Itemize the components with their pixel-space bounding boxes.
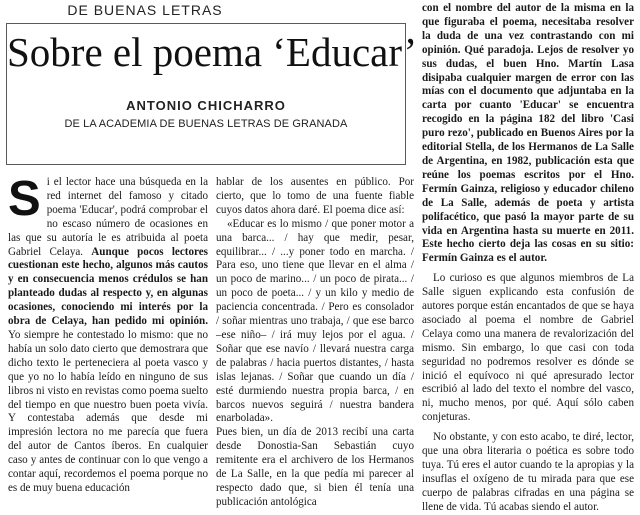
headline-box <box>6 23 418 165</box>
article-column-3 <box>422 2 634 513</box>
paragraph <box>8 172 208 496</box>
paragraph-text-bold: Aunque pocos lectores cuestionan este hecho, algunos más cautos y en consecuencia menos crédulos se han planteado dudas al respecto y, en algunas ocasiones, conociendo mi interés por la obra de Celaya, han pedido mi opinión. <box>8 245 208 328</box>
paragraph: No obstante, y con esto acabo, te diré, lector, que una obra literaria o poética es sobre todo tuya. Tú eres el autor cuando te la apropias y la insuflas el oxígeno de tu mirada para que ese cuerpo de palabras cifradas en una página se llene de vida. Tú acabas siendo el autor. <box>422 431 634 513</box>
paragraph-text: i el lector hace una búsqueda en la red internet del famoso y citado poema 'Educar', podrá comprobar el no escaso número de ocasiones en las que su autoría le es atribuida al poeta Gabriel Celaya. <box>8 176 208 258</box>
paragraph: Pues bien, un día de 2013 recibí una carta desde Donostia-San Sebastián cuyo remitente era el archivero de los Hermanos de La Salle, en la que pedía mi parecer al respecto dado que, si bien él tenía una publicación antológica <box>216 426 414 508</box>
paragraph: con el nombre del autor de la misma en la que figuraba el poema, necesitaba resolver la duda de una vez contrastando con mi opinión. Qué paradoja. Lejos de resolver yo sus dudas, el buen Hno. Martín Lasa disipaba cualquier margen de error con las mías con el documento que adjuntaba en la carta por cuanto 'Educar' se encuentra recogido en la página 182 del libro 'Casi puro rezo', publicado en Buenos Aires por la editorial Stella, de los Hermanos de La Salle de Argentina, en 1982, publicación esta que reúne los poemas escritos por el Hno. Fermín Gainza, religioso y educador chileno de La Salle, además de poeta y artista polifacético, que pasó la mayor parte de su vida en Argentina hasta su muerte en 2011. Este hecho cierto deja las cosas en su sitio: Fermín Gainza es el autor. <box>422 2 634 265</box>
paragraph: hablar de los ausentes en público. Por cierto, que lo tomo de una fuente fiable cuyos datos ahora daré. El poema dice así: <box>216 176 414 216</box>
author-name: ANTONIO CHICHARRO <box>126 98 286 113</box>
author-affiliation: DE LA ACADEMIA DE BUENAS LETRAS DE GRANADA <box>64 118 348 130</box>
article-column-1 <box>8 172 208 494</box>
section-label: DE BUENAS LETRAS <box>67 2 223 18</box>
poem-text: «Educar es lo mismo / que poner motor a una barca... / hay que medir, pesar, equilibrar... / ...y poner todo en marcha. / Para eso, uno tiene que llevar en el alma / un poco de marino... / un poco de pirata... / un poco de poeta... / y un kilo y medio de paciencia concentrada. / Pero es consolador / soñar mientras uno trabaja, / que ese barco –ese niño– / irá muy lejos por el agua. / Soñar que ese navío / llevará nuestra carga de palabras / hacia puertos distantes, / hasta islas lejanas. / Soñar que cuando un día / esté durmiendo nuestra propia barca, / en barcos nuevos seguirá / nuestra bandera enarbolada». <box>216 217 414 425</box>
drop-cap: S <box>8 172 41 226</box>
paragraph: Lo curioso es que algunos miembros de La Salle siguen explicando esta confusión de autores porque están encantados de que se haya asociado al poema el nombre de Gabriel Celaya como una manera de revalorización del mismo. Sin embargo, lo que casi con toda seguridad no podremos resolver es dónde se inició el equívoco ni qué apresurado lector escribió al lado del texto el nombre del vasco, ni, mucho menos, por qué. Aquí sólo caben conjeturas. <box>422 272 634 424</box>
article-column-2 <box>216 176 414 508</box>
headline: Sobre el poema ‘Educar’ <box>7 29 418 75</box>
paragraph-text: Yo siempre he contestado lo mismo: que no había un solo dato cierto que demostrara que dicho texto le perteneciera al poeta vasco y que yo no lo había leído en ninguno de sus libros ni visto en revistas como poema suelto del tiempo en que nuestro buen poeta vivía. Y contestaba además que desde mi impresión lectora no me parecía que fuera del autor de Cantos íberos. En cualquier caso y antes de continuar con lo que vengo a contar aquí, recordemos el poema porque no es de muy buena educación <box>8 328 208 494</box>
